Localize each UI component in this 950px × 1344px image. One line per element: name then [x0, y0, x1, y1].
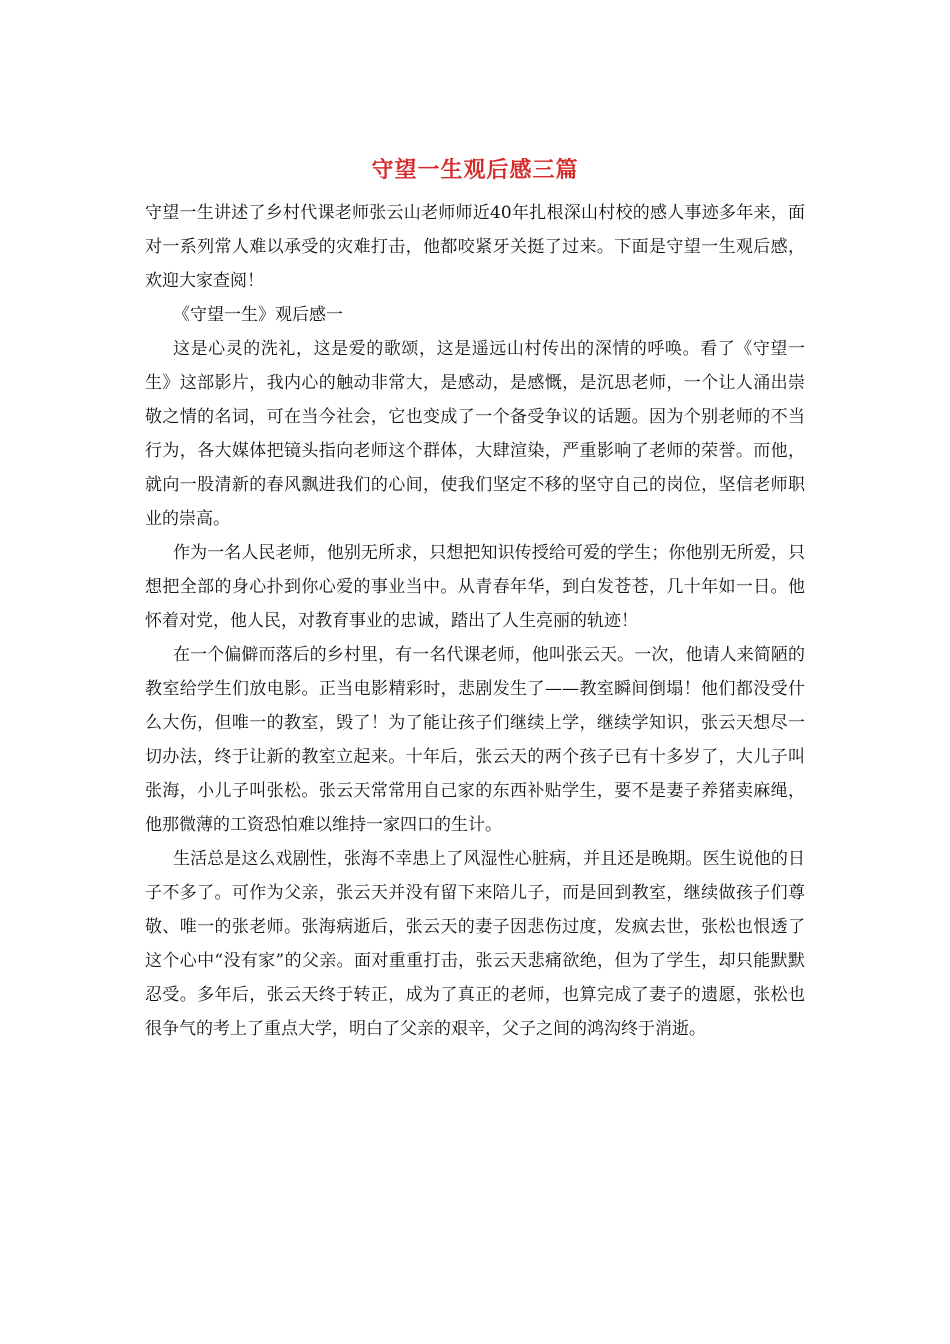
- body-paragraph: 在一个偏僻而落后的乡村里，有一名代课老师，他叫张云天。一次，他请人来简陋的教室给学生们放电影。正当电影精彩时，悲剧发生了——教室瞬间倒塌！他们都没受什么大伤，但唯一的教室，毁了！为了能让孩子们继续上学，继续学知识，张云天想尽一切办法，终于让新的教室立起来。十年后，张云天的两个孩子已有十多岁了，大儿子叫张海，小儿子叫张松。张云天常常用自己家的东西补贴学生，要不是妻子养猪卖麻绳，他那微薄的工资恐怕难以维持一家四口的生计。: [145, 645, 805, 835]
- body-paragraph: 这是心灵的洗礼，这是爱的歌颂，这是遥远山村传出的深情的呼唤。看了《守望一生》这部影片，我内心的触动非常大，是感动，是感慨，是沉思老师，一个让人涌出崇敬之情的名词，可在当今社会，它也变成了一个备受争议的话题。因为个别老师的不当行为，各大媒体把镜头指向老师这个群体，大肆渲染，严重影响了老师的荣誉。而他，就向一股清新的春风飘进我们的心间，使我们坚定不移的坚守自己的岗位，坚信老师职业的崇高。: [145, 339, 805, 529]
- intro-paragraph: 守望一生讲述了乡村代课老师张云山老师师近40年扎根深山村校的感人事迹多年来，面对一系列常人难以承受的灾难打击，他都咬紧牙关挺了过来。下面是守望一生观后感，欢迎大家查阅！: [145, 203, 805, 291]
- document-title: 守望一生观后感三篇: [371, 157, 579, 183]
- body-paragraph: 作为一名人民老师，他别无所求，只想把知识传授给可爱的学生；你他别无所爱，只想把全部的身心扑到你心爱的事业当中。从青春年华，到白发苍苍，几十年如一日。他怀着对党，他人民，对教育事业的忠诚，踏出了人生亮丽的轨迹！: [145, 543, 805, 631]
- body-paragraph: 生活总是这么戏剧性，张海不幸患上了风湿性心脏病，并且还是晚期。医生说他的日子不多了。可作为父亲，张云天并没有留下来陪儿子，而是回到教室，继续做孩子们尊敬、唯一的张老师。张海病逝后，张云天的妻子因悲伤过度，发疯去世，张松也恨透了这个心中“没有家”的父亲。面对重重打击，张云天悲痛欲绝，但为了学生，却只能默默忍受。多年后，张云天终于转正，成为了真正的老师，也算完成了妻子的遗愿，张松也很争气的考上了重点大学，明白了父亲的艰辛，父子之间的鸿沟终于消逝。: [145, 849, 805, 1039]
- document-body: [145, 196, 805, 1046]
- section-heading: 《守望一生》观后感一: [173, 305, 343, 325]
